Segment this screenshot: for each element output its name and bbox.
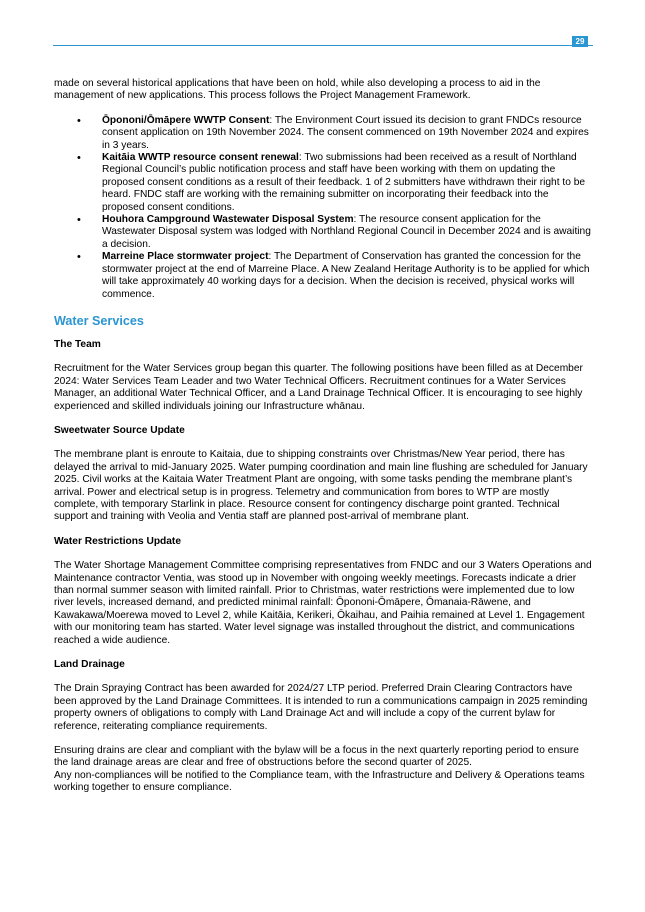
project-list bbox=[54, 115, 592, 301]
sweetwater-paragraph: The membrane plant is enroute to Kaitaia, due to shipping constraints over Christmas/New Year period, there has delayed the arrival to mid-January 2025. Water pumping coordination and main line flushing are scheduled for January 2025. Civil works at the Kaitaia Water Treatment Plant are ongoing, with some tasks pending the membrane plant’s arrival. Power and electrical setup is in progress. Telemetry and communication from bores to WTP are mostly complete, with temporary Starlink in place. Resource consent for contingency discharge point granted. Technical support and training with Veolia and Ventia staff are planned post-arrival of membrane plant. bbox=[54, 449, 588, 523]
subheading-water-restrictions: Water Restrictions Update bbox=[54, 535, 181, 547]
list-item-text: : Two submissions had been received as a result of Northland Regional Council’s public notification process and staff have been working with them on updating the proposed consent conditions as a result of their feedback. 1 of 2 submitters have withdrawn their right to be heard. FNDC staff are working with the remaining submitter on incorporating their feedback into the proposed consent conditions. bbox=[102, 152, 586, 213]
subheading-the-team: The Team bbox=[54, 338, 101, 350]
section-heading-water-services: Water Services bbox=[54, 313, 144, 328]
list-item bbox=[54, 214, 592, 251]
list-item-title: Ōpononi/Ōmāpere WWTP Consent bbox=[102, 114, 270, 126]
page-number: 29 bbox=[572, 36, 588, 47]
restrictions-paragraph: The Water Shortage Management Committee comprising representatives from FNDC and our 3 Waters Operations and Maintenance contractor Ventia, was stood up in November with ongoing weekly meetings. Forecasts indicate a drier than normal summer season with limited rainfall. Prior to Christmas, water restrictions were implemented due to low river levels, increased demand, and predicted minimal rainfall: Ōpononi-Ōmāpere, Ōmanaia-Rāwene, and Kawakawa/Moerewa moved to Level 2, while Kaitāia, Kerikeri, Ōkaihau, and Paihia remained at Level 1. Engagement with our monitoring team has started. Water level signage was installed throughout the district, and communications reached a wide audience. bbox=[54, 560, 592, 646]
list-item-text: : The resource consent application for the Wastewater Disposal system was lodged with Northland Regional Council in December 2024 and is awaiting a decision. bbox=[102, 214, 591, 250]
drainage-paragraph-3: Any non-compliances will be notified to the Compliance team, with the Infrastructure and Delivery & Operations teams working together to ensure compliance. bbox=[54, 769, 585, 794]
team-paragraph: Recruitment for the Water Services group began this quarter. The following positions have been filled as at December 2024: Water Services Team Leader and two Water Technical Officers. Recruitment continues for a Water Services Manager, an additional Water Technical Officer, and a Land Drainage Technical Officer. It is encouraging to see highly experienced and skilled individuals joining our Infrastructure whānau. bbox=[54, 363, 583, 412]
list-item bbox=[54, 115, 592, 152]
list-item bbox=[54, 251, 592, 301]
list-item-text: : The Department of Conservation has granted the concession for the stormwater project at the end of Marreine Place. A New Zealand Heritage Authority is to be applied for which will take approximately 40 working days for a decision. When the decision is received, physical works will commence. bbox=[102, 251, 590, 300]
header-rule bbox=[53, 45, 593, 46]
drainage-paragraph-1: The Drain Spraying Contract has been awarded for 2024/27 LTP period. Preferred Drain Clearing Contractors have been approved by the Land Drainage Committees. It is intended to run a communications campaign in 2025 reminding property owners of obligations to comply with Land Drainage Act and will include a copy of the current bylaw for reference, reiterating compliance requirements. bbox=[54, 683, 588, 732]
list-item-title: Kaitāia WWTP resource consent renewal bbox=[102, 152, 299, 164]
subheading-land-drainage: Land Drainage bbox=[54, 659, 125, 671]
drainage-paragraph-2: Ensuring drains are clear and compliant with the bylaw will be a focus in the next quarterly reporting period to ensure the land drainage areas are clear and free of obstructions before the second quarter of 2025. bbox=[54, 745, 579, 769]
subheading-sweetwater: Sweetwater Source Update bbox=[54, 424, 185, 436]
list-item-title: Marreine Place stormwater project bbox=[102, 251, 269, 263]
intro-paragraph: made on several historical applications that have been on hold, while also developing a process to aid in the management of new applications. This process follows the Project Management Framework. bbox=[54, 78, 541, 102]
list-item bbox=[54, 152, 592, 214]
document-body bbox=[54, 78, 592, 795]
list-item-text: : The Environment Court issued its decision to grant FNDCs resource consent application on 19th November 2024. The consent commenced on 19th November 2024 and expires in 3 years. bbox=[102, 114, 589, 151]
list-item-title: Houhora Campground Wastewater Disposal System bbox=[102, 214, 354, 226]
